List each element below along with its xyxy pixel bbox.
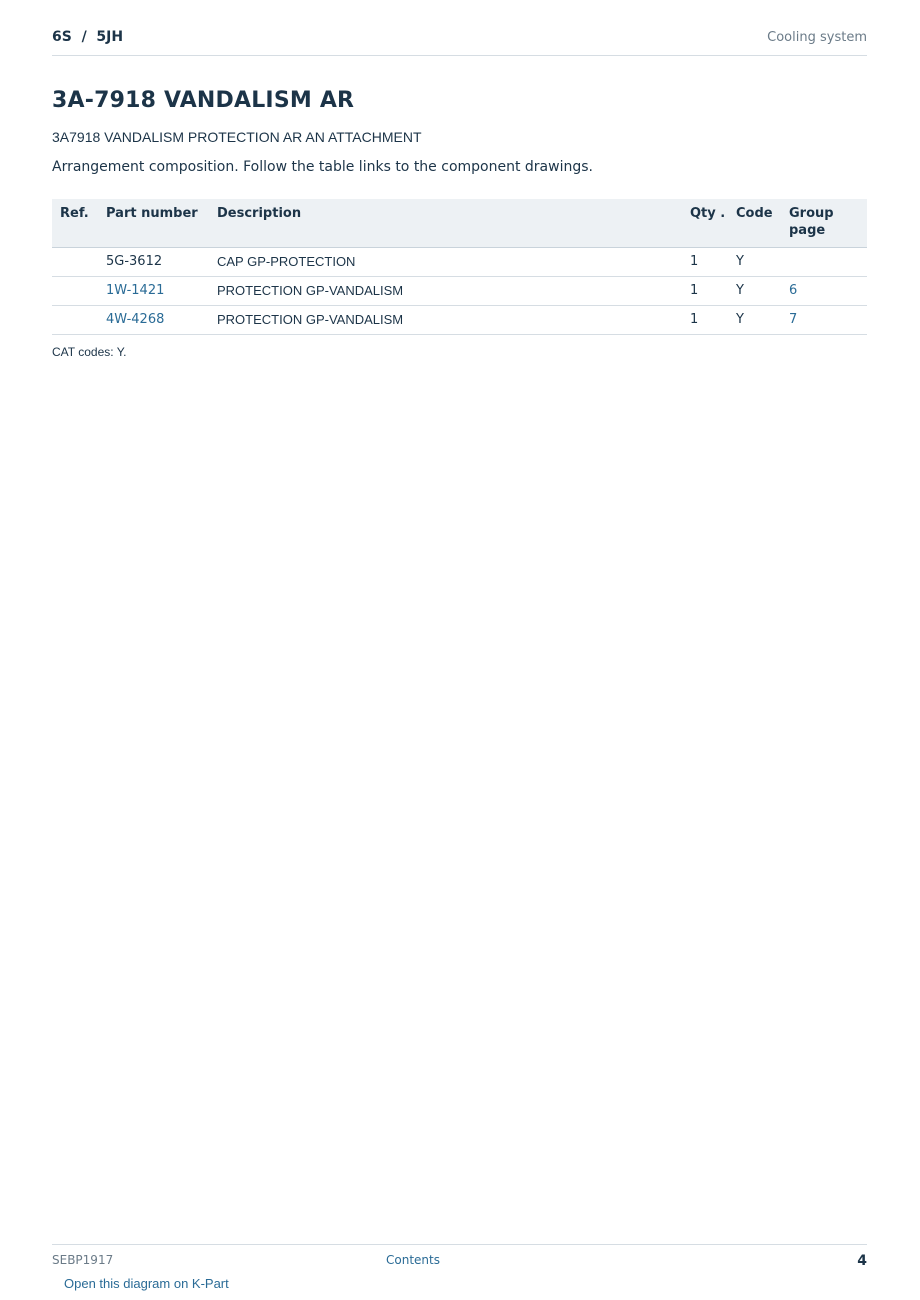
part-number-link[interactable]: 1W-1421 (106, 283, 165, 298)
cell-code: Y (728, 277, 781, 306)
cell-code: Y (728, 248, 781, 277)
part-number-link[interactable]: 4W-4268 (106, 312, 165, 327)
group-page-link[interactable]: 6 (789, 283, 798, 298)
column-header-part-number: Part number (98, 199, 209, 248)
column-header-qty: Qty . (682, 199, 728, 248)
column-header-code: Code (728, 199, 781, 248)
document-code: SEBP1917 (52, 1253, 114, 1267)
column-header-description: Description (209, 199, 682, 248)
column-header-group-page: Group page (781, 199, 867, 248)
cell-description: CAP GP-PROTECTION (209, 248, 682, 277)
breadcrumb: 6S / 5JH (52, 29, 124, 45)
page-title: 3A-7918 VANDALISM AR (52, 88, 355, 113)
cell-qty: 1 (682, 248, 728, 277)
cell-part-number (98, 277, 209, 306)
open-kpart-link[interactable]: Open this diagram on K-Part (64, 1276, 229, 1291)
cell-description: PROTECTION GP-VANDALISM (209, 306, 682, 335)
cell-code: Y (728, 306, 781, 335)
cell-group-page (781, 306, 867, 335)
table-header-row (52, 199, 867, 248)
table-row (52, 248, 867, 277)
page-header (52, 28, 867, 56)
cell-group-page (781, 248, 867, 277)
cell-ref (52, 248, 98, 277)
cat-codes-note: CAT codes: Y. (52, 345, 127, 359)
column-header-ref: Ref. (52, 199, 98, 248)
cell-group-page (781, 277, 867, 306)
cell-ref (52, 277, 98, 306)
group-page-link[interactable]: 7 (789, 312, 798, 327)
cell-qty: 1 (682, 277, 728, 306)
cell-part-number (98, 306, 209, 335)
table-row (52, 306, 867, 335)
table-row (52, 277, 867, 306)
cell-description: PROTECTION GP-VANDALISM (209, 277, 682, 306)
page-number: 4 (857, 1253, 867, 1269)
section-name: Cooling system (767, 30, 867, 45)
contents-link[interactable]: Contents (386, 1253, 440, 1267)
page-subtitle: 3A7918 VANDALISM PROTECTION AR AN ATTACHMENT (52, 129, 422, 145)
cell-qty: 1 (682, 306, 728, 335)
parts-table (52, 199, 867, 335)
cell-part-number: 5G-3612 (98, 248, 209, 277)
intro-text: Arrangement composition. Follow the table links to the component drawings. (52, 159, 593, 175)
cell-ref (52, 306, 98, 335)
